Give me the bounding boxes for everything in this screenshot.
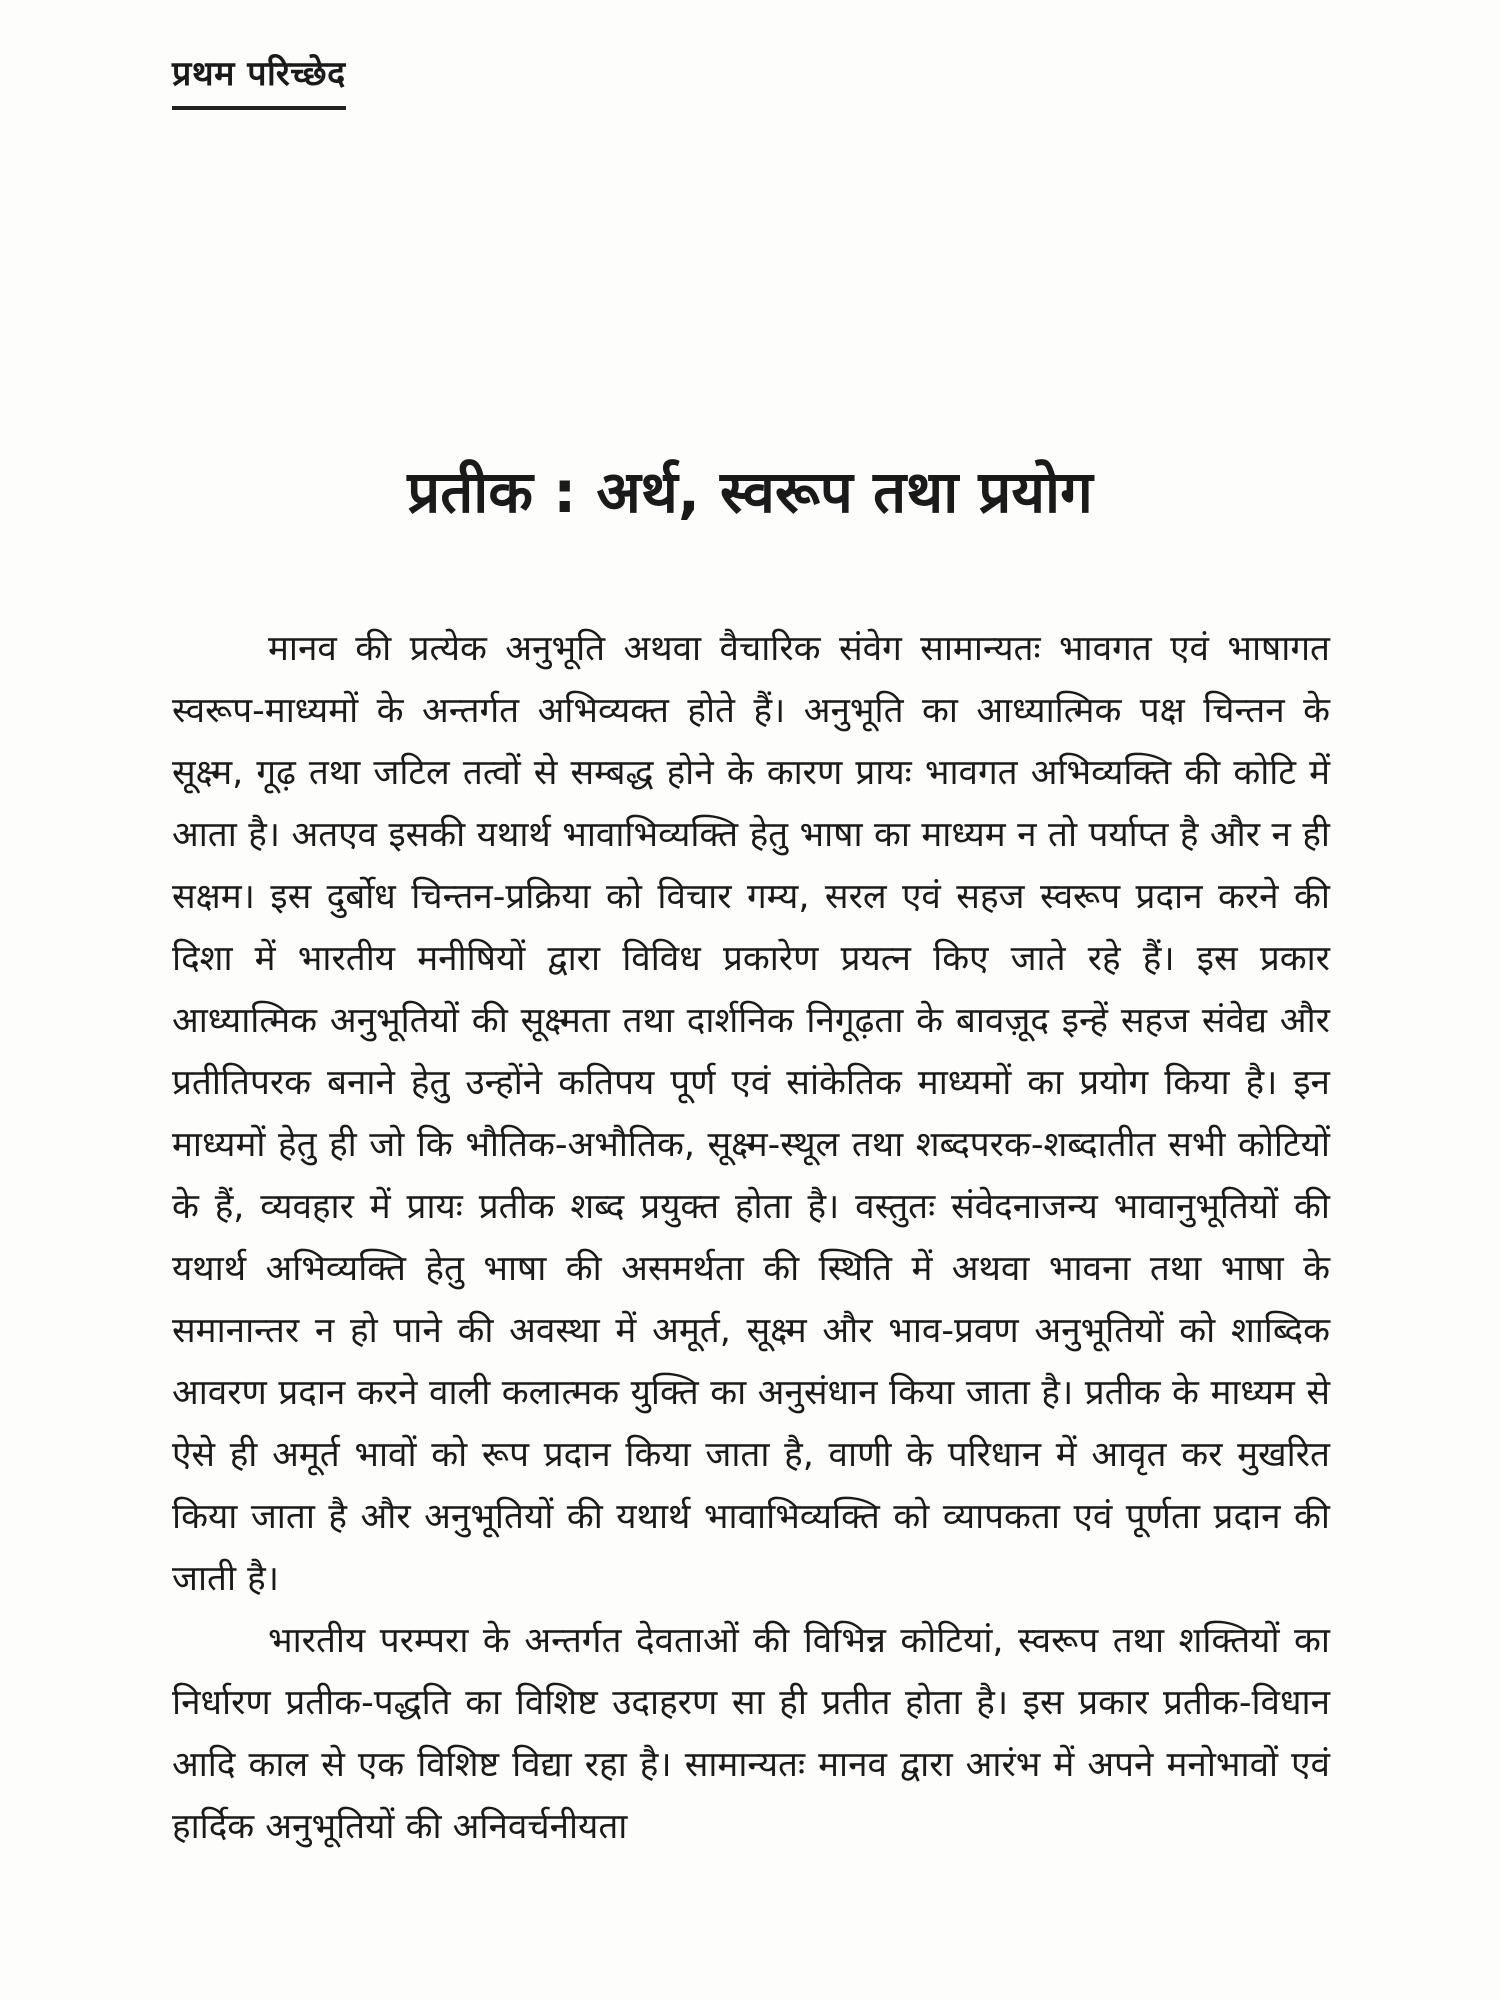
chapter-title: प्रतीक : अर्थ, स्वरूप तथा प्रयोग (407, 458, 1093, 526)
paragraph: मानव की प्रत्येक अनुभूति अथवा वैचारिक संवेग सामान्यतः भावगत एवं भाषागत स्वरूप-माध्यमों के अन्तर्गत अभिव्यक्त होते हैं। अनुभूति का आध्यात्मिक पक्ष चिन्तन के सूक्ष्म, गूढ़ तथा जटिल तत्वों से सम्बद्ध होने के कारण प्रायः भावगत अभिव्यक्ति की कोटि में आता है। अतएव इसकी यथार्थ भावाभिव्यक्ति हेतु भाषा का माध्यम न तो पर्याप्त है और न ही सक्षम। इस दुर्बोध चिन्तन-प्रक्रिया को विचार गम्य, सरल एवं सहज स्वरूप प्रदान करने की दिशा में भारतीय मनीषियों द्वारा विविध प्रकारेण प्रयत्न किए जाते रहे हैं। इस प्रकार आध्यात्मिक अनुभूतियों की सूक्ष्मता तथा दार्शनिक निगूढ़ता के बावज़ूद इन्हें सहज संवेद्य और प्रतीतिपरक बनाने हेतु उन्होंने कतिपय पूर्ण एवं सांकेतिक माध्यमों का प्रयोग किया है। इन माध्यमों हेतु ही जो कि भौतिक-अभौतिक, सूक्ष्म-स्थूल तथा शब्दपरक-शब्दातीत सभी कोटियों के हैं, व्यवहार में प्रायः प्रतीक शब्द प्रयुक्त होता है। वस्तुतः संवेदनाजन्य भावानुभूतियों की यथार्थ अभिव्यक्ति हेतु भाषा की असमर्थता की स्थिति में अथवा भावना तथा भाषा के समानान्तर न हो पाने की अवस्था में अमूर्त, सूक्ष्म और भाव-प्रवण अनुभूतियों को शाब्दिक आवरण प्रदान करने वाली कलात्मक युक्ति का अनुसंधान किया जाता है। प्रतीक के माध्यम से ऐसे ही अमूर्त भावों को रूप प्रदान किया जाता है, वाणी के परिधान में आवृत कर मुखरित किया जाता है और अनुभूतियों की यथार्थ भावाभिव्यक्ति को व्यापकता एवं पूर्णता प्रदान की जाती है। (172, 629, 1330, 1599)
paragraph: भारतीय परम्परा के अन्तर्गत देवताओं की विभिन्न कोटियां, स्वरूप तथा शक्तियों का निर्धारण प्रतीक-पद्धति का विशिष्ट उदाहरण सा ही प्रतीत होता है। इस प्रकार प्रतीक-विधान आदि काल से एक विशिष्ट विद्या रहा है। सामान्यतः मानव द्वारा आरंभ में अपने मनोभावों एवं हार्दिक अनुभूतियों की अनिवर्चनीयता (172, 1621, 1330, 1847)
body-text (172, 618, 1330, 1858)
running-head: प्रथम परिच्छेद (172, 52, 346, 110)
